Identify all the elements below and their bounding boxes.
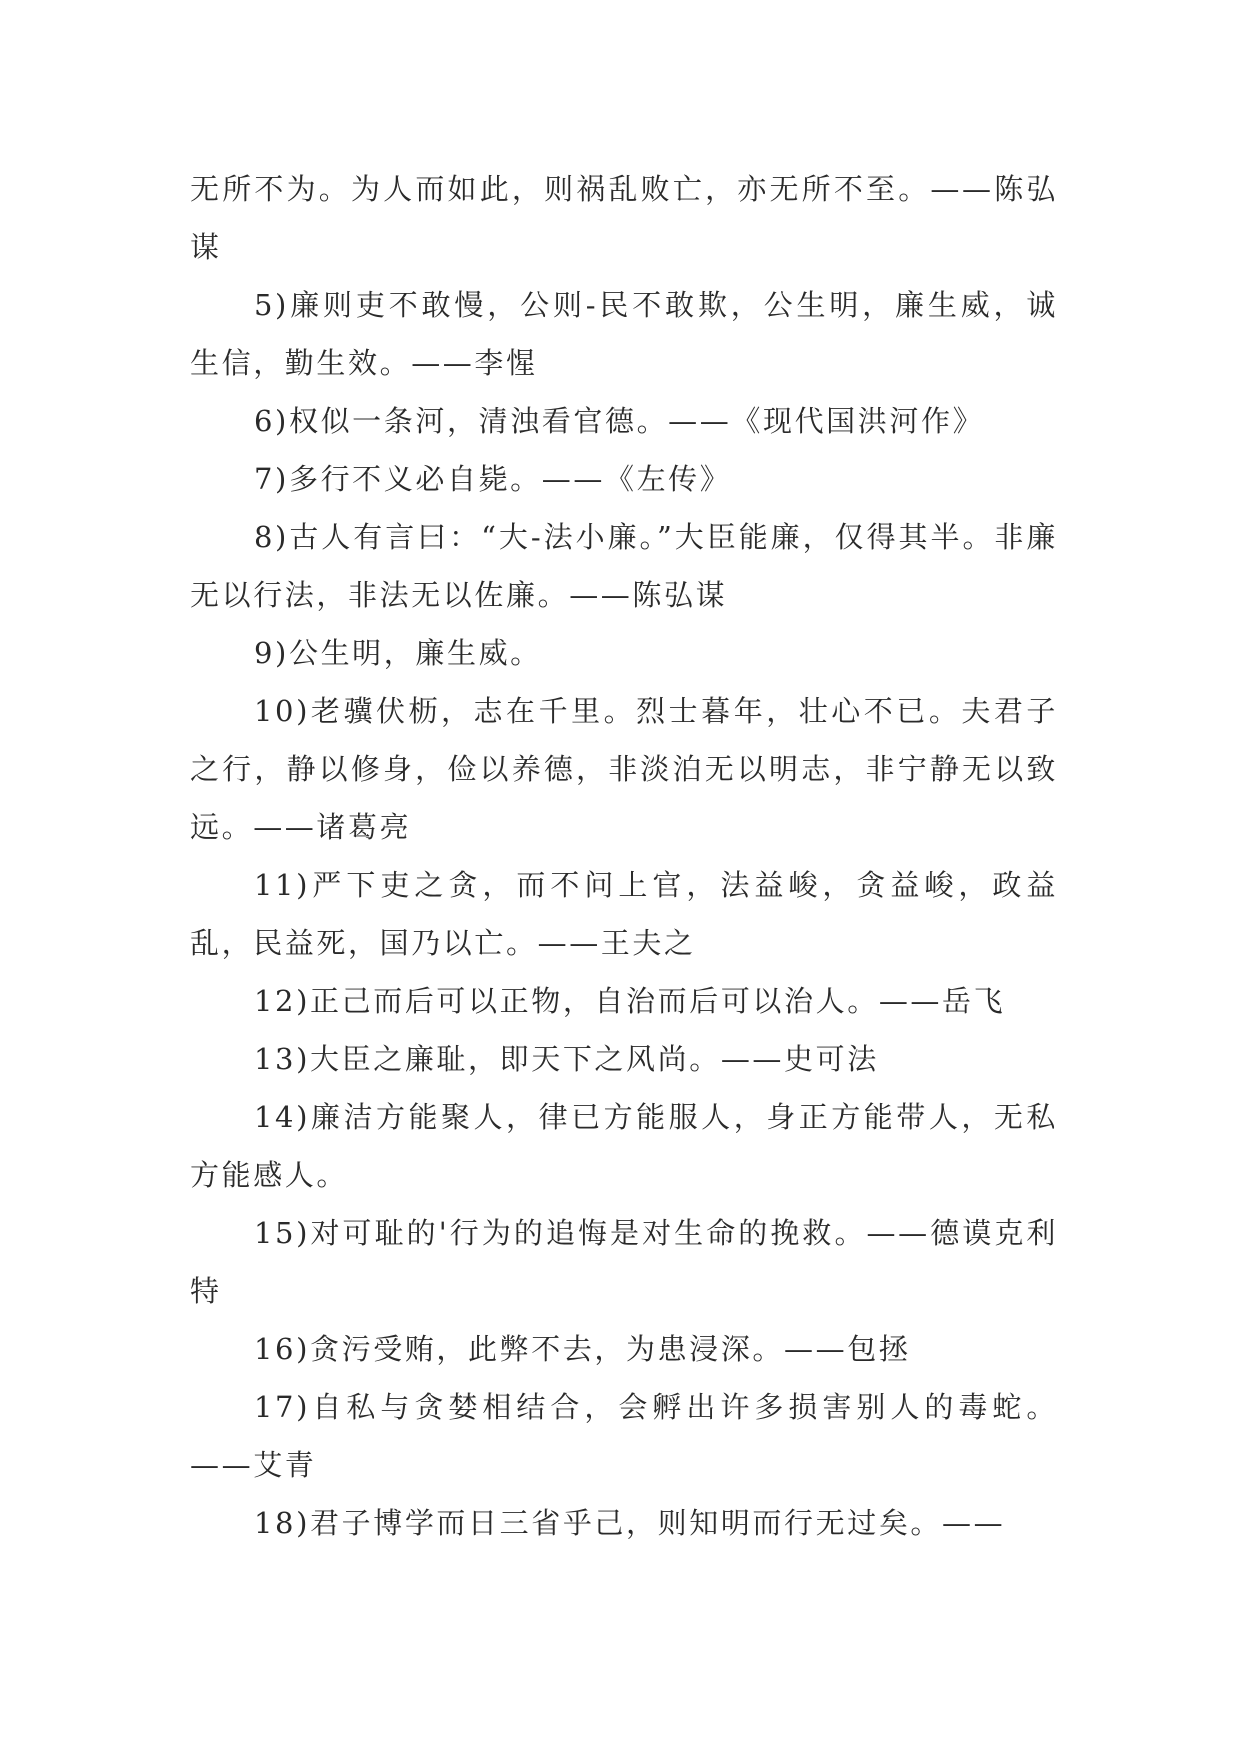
quote-8: 8)古人有言曰：“大-法小廉。”大臣能廉，仅得其半。非廉无以行法，非法无以佐廉。——陈弘谋 — [190, 520, 1058, 612]
quote-10: 10)老骥伏枥，志在千里。烈士暮年，壮心不已。夫君子之行，静以修身，俭以养德，非淡泊无以明志，非宁静无以致远。——诸葛亮 — [190, 694, 1058, 844]
quote-17: 17)自私与贪婪相结合，会孵出许多损害别人的毒蛇。——艾青 — [190, 1390, 1058, 1482]
quote-18: 18)君子博学而日三省乎己，则知明而行无过矣。—— — [254, 1506, 1006, 1540]
quote-5: 5)廉则吏不敢慢，公则-民不敢欺，公生明，廉生威，诚生信，勤生效。——李惺 — [190, 288, 1058, 380]
document-body — [190, 160, 1058, 1552]
quote-6: 6)权似一条河，清浊看官德。——《现代国洪河作》 — [254, 404, 985, 438]
quote-14: 14)廉洁方能聚人，律已方能服人，身正方能带人，无私方能感人。 — [190, 1100, 1058, 1192]
quote-9: 9)公生明，廉生威。 — [254, 636, 542, 670]
paragraph-continued: 无所不为。为人而如此，则祸乱败亡，亦无所不至。——陈弘谋 — [190, 172, 1058, 264]
quote-11: 11)严下吏之贪，而不问上官，法益峻，贪益峻，政益乱，民益死，国乃以亡。——王夫之 — [190, 868, 1058, 960]
quote-16: 16)贪污受贿，此弊不去，为患浸深。——包拯 — [254, 1332, 911, 1366]
quote-15: 15)对可耻的'行为的追悔是对生命的挽救。——德谟克利特 — [190, 1216, 1058, 1308]
quote-13: 13)大臣之廉耻，即天下之风尚。——史可法 — [254, 1042, 879, 1076]
quote-7: 7)多行不义必自毙。——《左传》 — [254, 462, 732, 496]
quote-12: 12)正己而后可以正物，自治而后可以治人。——岳飞 — [254, 984, 1006, 1018]
